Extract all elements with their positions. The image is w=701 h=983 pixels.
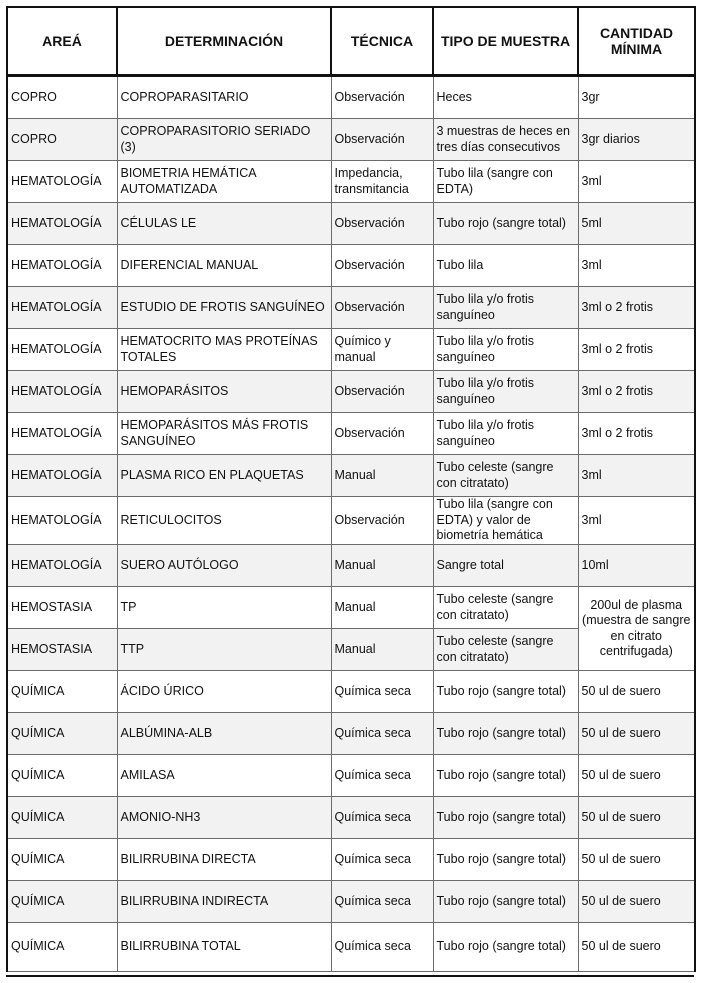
cell-tipo-muestra: Tubo lila (sangre con EDTA) bbox=[433, 161, 578, 203]
cell-determinacion: BILIRRUBINA DIRECTA bbox=[117, 839, 331, 881]
cell-tipo-muestra: Tubo rojo (sangre total) bbox=[433, 881, 578, 923]
lab-tests-table-container bbox=[6, 6, 694, 972]
cell-tipo-muestra: Tubo lila y/o frotis sanguíneo bbox=[433, 413, 578, 455]
cell-area: HEMATOLOGÍA bbox=[7, 497, 117, 545]
cell-determinacion: ALBÚMINA-ALB bbox=[117, 713, 331, 755]
cell-determinacion: CÉLULAS LE bbox=[117, 203, 331, 245]
cell-tipo-muestra: Tubo lila y/o frotis sanguíneo bbox=[433, 371, 578, 413]
table-row bbox=[7, 371, 695, 413]
table-row bbox=[7, 203, 695, 245]
table-row bbox=[7, 455, 695, 497]
cell-tecnica: Química seca bbox=[331, 755, 433, 797]
table-row bbox=[7, 923, 695, 972]
table-row bbox=[7, 881, 695, 923]
cell-determinacion: ÁCIDO ÚRICO bbox=[117, 671, 331, 713]
cell-area: HEMATOLOGÍA bbox=[7, 203, 117, 245]
table-row bbox=[7, 245, 695, 287]
cell-tipo-muestra: Tubo rojo (sangre total) bbox=[433, 755, 578, 797]
cell-tecnica: Observación bbox=[331, 245, 433, 287]
header-cantidad-minima: CANTIDAD MÍNIMA bbox=[578, 7, 695, 76]
cell-area: HEMATOLOGÍA bbox=[7, 413, 117, 455]
cell-determinacion: BILIRRUBINA INDIRECTA bbox=[117, 881, 331, 923]
cell-tipo-muestra: Tubo rojo (sangre total) bbox=[433, 671, 578, 713]
cell-cantidad-minima: 10ml bbox=[578, 545, 695, 587]
cell-determinacion: TP bbox=[117, 587, 331, 629]
header-tipo-muestra: TIPO DE MUESTRA bbox=[433, 7, 578, 76]
cell-tipo-muestra: Tubo lila bbox=[433, 245, 578, 287]
cell-cantidad-minima: 50 ul de suero bbox=[578, 881, 695, 923]
cell-cantidad-minima: 3gr bbox=[578, 76, 695, 119]
cell-tecnica: Química seca bbox=[331, 923, 433, 972]
cell-determinacion: BILIRRUBINA TOTAL bbox=[117, 923, 331, 972]
table-row bbox=[7, 119, 695, 161]
cell-determinacion: COPROPARASITARIO bbox=[117, 76, 331, 119]
cell-tipo-muestra: Tubo celeste (sangre con citratato) bbox=[433, 629, 578, 671]
cell-cantidad-minima: 50 ul de suero bbox=[578, 755, 695, 797]
header-determinacion: DETERMINACIÓN bbox=[117, 7, 331, 76]
table-row bbox=[7, 797, 695, 839]
cell-cantidad-minima: 3ml bbox=[578, 161, 695, 203]
cell-determinacion: ESTUDIO DE FROTIS SANGUÍNEO bbox=[117, 287, 331, 329]
cell-determinacion: RETICULOCITOS bbox=[117, 497, 331, 545]
cell-determinacion: PLASMA RICO EN PLAQUETAS bbox=[117, 455, 331, 497]
cell-cantidad-minima: 50 ul de suero bbox=[578, 797, 695, 839]
cell-tecnica: Observación bbox=[331, 371, 433, 413]
cell-determinacion: DIFERENCIAL MANUAL bbox=[117, 245, 331, 287]
cell-tecnica: Observación bbox=[331, 119, 433, 161]
cell-cantidad-minima: 3ml o 2 frotis bbox=[578, 329, 695, 371]
cell-cantidad-minima: 3ml bbox=[578, 497, 695, 545]
lab-tests-table bbox=[6, 6, 696, 972]
cell-determinacion: AMONIO-NH3 bbox=[117, 797, 331, 839]
cell-area: QUÍMICA bbox=[7, 797, 117, 839]
cell-area: HEMATOLOGÍA bbox=[7, 329, 117, 371]
cell-cantidad-minima: 3ml o 2 frotis bbox=[578, 371, 695, 413]
cell-tipo-muestra: Tubo rojo (sangre total) bbox=[433, 923, 578, 972]
cell-tecnica: Química seca bbox=[331, 797, 433, 839]
cell-tipo-muestra: Sangre total bbox=[433, 545, 578, 587]
cell-tipo-muestra: 3 muestras de heces en tres días consecutivos bbox=[433, 119, 578, 161]
table-row bbox=[7, 713, 695, 755]
table-bottom-border bbox=[6, 975, 694, 977]
cell-tecnica: Manual bbox=[331, 545, 433, 587]
cell-cantidad-minima: 3ml o 2 frotis bbox=[578, 413, 695, 455]
cell-tecnica: Química seca bbox=[331, 839, 433, 881]
cell-area: QUÍMICA bbox=[7, 839, 117, 881]
cell-tecnica: Observación bbox=[331, 287, 433, 329]
cell-tipo-muestra: Heces bbox=[433, 76, 578, 119]
cell-cantidad-minima: 3ml bbox=[578, 455, 695, 497]
cell-tecnica: Observación bbox=[331, 76, 433, 119]
cell-tecnica: Observación bbox=[331, 413, 433, 455]
cell-cantidad-minima: 50 ul de suero bbox=[578, 923, 695, 972]
cell-tipo-muestra: Tubo lila y/o frotis sanguíneo bbox=[433, 329, 578, 371]
cell-tecnica: Químico y manual bbox=[331, 329, 433, 371]
cell-cantidad-minima: 5ml bbox=[578, 203, 695, 245]
table-row bbox=[7, 545, 695, 587]
header-area: AREÁ bbox=[7, 7, 117, 76]
table-row bbox=[7, 755, 695, 797]
cell-tecnica: Impedancia, transmitancia bbox=[331, 161, 433, 203]
table-row bbox=[7, 76, 695, 119]
cell-tipo-muestra: Tubo lila (sangre con EDTA) y valor de biometría hemática bbox=[433, 497, 578, 545]
cell-tipo-muestra: Tubo rojo (sangre total) bbox=[433, 713, 578, 755]
cell-determinacion: HEMOPARÁSITOS bbox=[117, 371, 331, 413]
cell-tipo-muestra: Tubo rojo (sangre total) bbox=[433, 839, 578, 881]
cell-area: HEMATOLOGÍA bbox=[7, 455, 117, 497]
cell-cantidad-minima: 50 ul de suero bbox=[578, 713, 695, 755]
cell-tecnica: Observación bbox=[331, 497, 433, 545]
cell-tecnica: Química seca bbox=[331, 671, 433, 713]
cell-area: HEMOSTASIA bbox=[7, 587, 117, 629]
cell-cantidad-minima: 3ml bbox=[578, 245, 695, 287]
cell-area: COPRO bbox=[7, 119, 117, 161]
cell-area: QUÍMICA bbox=[7, 923, 117, 972]
cell-tecnica: Manual bbox=[331, 587, 433, 629]
table-row bbox=[7, 161, 695, 203]
cell-cantidad-minima: 3ml o 2 frotis bbox=[578, 287, 695, 329]
cell-area: QUÍMICA bbox=[7, 713, 117, 755]
cell-area: QUÍMICA bbox=[7, 881, 117, 923]
cell-tipo-muestra: Tubo rojo (sangre total) bbox=[433, 797, 578, 839]
table-row bbox=[7, 497, 695, 545]
cell-tecnica: Manual bbox=[331, 455, 433, 497]
cell-determinacion: COPROPARASITORIO SERIADO (3) bbox=[117, 119, 331, 161]
cell-area: HEMATOLOGÍA bbox=[7, 545, 117, 587]
cell-area: QUÍMICA bbox=[7, 671, 117, 713]
cell-determinacion: SUERO AUTÓLOGO bbox=[117, 545, 331, 587]
table-row bbox=[7, 671, 695, 713]
cell-determinacion: AMILASA bbox=[117, 755, 331, 797]
cell-tecnica: Química seca bbox=[331, 881, 433, 923]
cell-tecnica: Manual bbox=[331, 629, 433, 671]
cell-area: HEMATOLOGÍA bbox=[7, 161, 117, 203]
cell-determinacion: HEMATOCRITO MAS PROTEÍNAS TOTALES bbox=[117, 329, 331, 371]
cell-area: HEMATOLOGÍA bbox=[7, 287, 117, 329]
cell-area: QUÍMICA bbox=[7, 755, 117, 797]
cell-tecnica: Química seca bbox=[331, 713, 433, 755]
cell-tecnica: Observación bbox=[331, 203, 433, 245]
table-row bbox=[7, 287, 695, 329]
cell-cantidad-minima: 50 ul de suero bbox=[578, 671, 695, 713]
cell-determinacion: BIOMETRIA HEMÁTICA AUTOMATIZADA bbox=[117, 161, 331, 203]
cell-determinacion: HEMOPARÁSITOS MÁS FROTIS SANGUÍNEO bbox=[117, 413, 331, 455]
cell-area: HEMOSTASIA bbox=[7, 629, 117, 671]
table-row bbox=[7, 839, 695, 881]
cell-determinacion: TTP bbox=[117, 629, 331, 671]
table-row bbox=[7, 587, 695, 629]
header-tecnica: TÉCNICA bbox=[331, 7, 433, 76]
cell-tipo-muestra: Tubo lila y/o frotis sanguíneo bbox=[433, 287, 578, 329]
cell-tipo-muestra: Tubo celeste (sangre con citratato) bbox=[433, 455, 578, 497]
cell-area: HEMATOLOGÍA bbox=[7, 245, 117, 287]
cell-area: COPRO bbox=[7, 76, 117, 119]
cell-cantidad-minima: 3gr diarios bbox=[578, 119, 695, 161]
header-row bbox=[7, 7, 695, 76]
cell-cantidad-minima: 50 ul de suero bbox=[578, 839, 695, 881]
table-row bbox=[7, 329, 695, 371]
table-row bbox=[7, 413, 695, 455]
cell-tipo-muestra: Tubo celeste (sangre con citratato) bbox=[433, 587, 578, 629]
cell-cantidad-minima: 200ul de plasma (muestra de sangre en citrato centrifugada) bbox=[578, 587, 695, 671]
cell-tipo-muestra: Tubo rojo (sangre total) bbox=[433, 203, 578, 245]
cell-area: HEMATOLOGÍA bbox=[7, 371, 117, 413]
